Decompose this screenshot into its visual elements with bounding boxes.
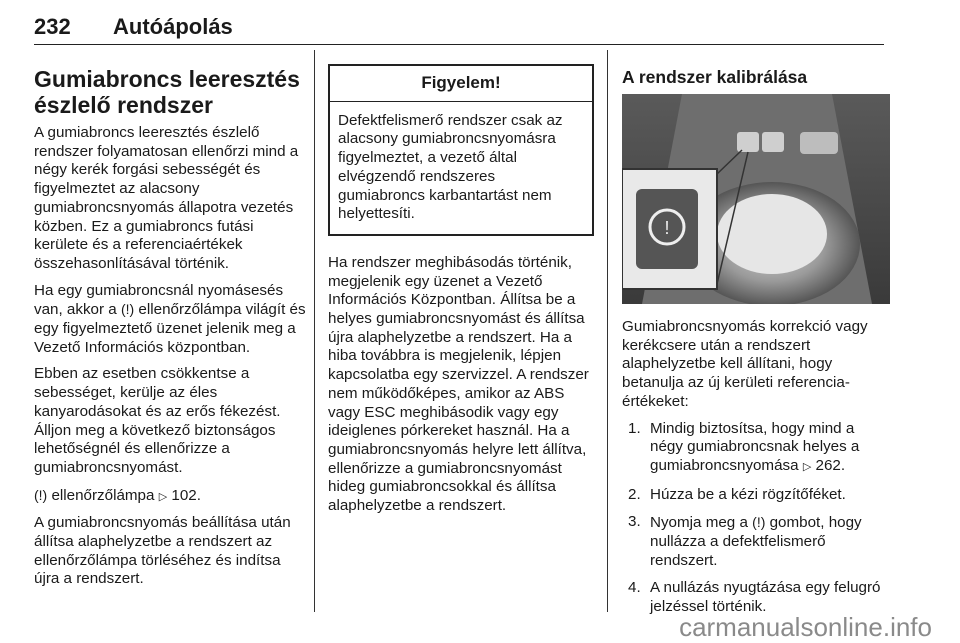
text-span: ellenőrzőlámpa világít és egy figyelmeztető üzenet jelenik meg a Vezető Információs központban. <box>34 301 306 356</box>
paragraph: Ebben az esetben csökkentse a sebességet, kerülje az éles kanyarodásokat és az erős fékezést. Álljon meg a következő biztonságos lehetőségnél és ellenőrizze a gumiabroncsnyomást. <box>34 365 281 476</box>
console-photo <box>622 94 890 304</box>
calibration-steps <box>622 420 890 617</box>
svg-text:!: ! <box>664 218 670 238</box>
list-number: 1. <box>628 419 641 437</box>
list-item <box>622 513 890 570</box>
page-number: 232 <box>34 14 71 39</box>
column-3 <box>622 54 890 626</box>
paragraph <box>34 486 306 507</box>
paragraph: A gumiabroncs leeresztés észlelő rendszer folyamatosan ellenőrzi mind a négy kerék forgási sebességét és figyelmeztet az alacsony gumiabroncsnyomás állapotra vezetés közben. Ez a gumiabroncs futási kerülete és a referenciaértékek összehasonlításával történik. <box>34 124 299 272</box>
list-text: A nullázás nyugtázása egy felugró jelzéssel történik. <box>650 579 881 616</box>
list-number: 3. <box>628 513 641 531</box>
page-reference[interactable]: 102. <box>171 486 201 504</box>
paragraph <box>34 282 306 358</box>
list-number: 4. <box>628 579 641 597</box>
text-span: ellenőrzőlámpa <box>51 486 155 504</box>
column-1 <box>34 54 306 597</box>
column-2 <box>328 54 594 524</box>
paragraph: Ha rendszer meghibásodás történik, megjelenik egy üzenet a Vezető Információs Központban. Állítsa be a helyes gumiabroncsnyomást és állítsa újra alaphelyzetbe a rendszert. Ha a hiba továbbra is megjelenik, lépjen kapcsolatba egy szervizzel. A rendszer nem működőképes, amikor az ABS vagy ESC meghibásodik vagy egy ideiglenes pórkereket használ. Ha a gumiabroncsnyomás helyre lett állítva, ellenőrizze a gumiabroncsnyomást hideg gumiabroncsokkal és állítsa alaphelyzetbe a rendszert. <box>328 253 589 515</box>
section-heading: Gumiabroncs leeresztés észlelő rendszer <box>34 66 300 118</box>
warning-box <box>328 64 594 236</box>
page-header <box>34 10 884 40</box>
tpms-warning-icon: (!) <box>752 514 766 531</box>
header-divider <box>34 44 884 45</box>
page-reference-arrow-icon: ▷ <box>802 460 812 473</box>
column-divider-2 <box>607 50 608 612</box>
watermark: carmanualsonline.info <box>679 612 932 642</box>
text-span: Ha egy gumiabroncsnál nyomásesés van, akkor a <box>34 281 284 319</box>
page-reference[interactable]: 262. <box>815 456 846 474</box>
column-divider-1 <box>314 50 315 612</box>
list-text: gombot, hogy nullázza a defektfelismerő rendszert. <box>650 514 862 569</box>
warning-title: Figyelem! <box>330 66 592 102</box>
paragraph: A gumiabroncsnyomás beállítása után állítsa alaphelyzetbe a rendszert az ellenőrzőlámpa törléséhez és indítsa újra a rendszert. <box>34 514 291 588</box>
list-number: 2. <box>628 485 641 503</box>
list-text: Mindig biztosítsa, hogy mind a négy gumiabroncsnak helyes a gumiabroncsnyomása <box>650 419 860 474</box>
tpms-warning-icon: (!) <box>34 486 48 503</box>
list-text: Húzza be a kézi rögzítőféket. <box>650 485 846 503</box>
section-heading: A rendszer kalibrálása <box>622 67 808 87</box>
tpms-warning-icon: (!) <box>120 301 135 318</box>
chapter-title: Autóápolás <box>113 14 233 39</box>
paragraph: Gumiabroncsnyomás korrekció vagy kerékcsere után a rendszert alaphelyzetbe kell állítani, hogy betanulja az új kerületi referencia-értékeket: <box>622 318 868 410</box>
page-reference-arrow-icon: ▷ <box>158 490 168 503</box>
list-item <box>622 486 890 505</box>
list-text: Nyomja meg a <box>650 514 748 532</box>
warning-body: Defektfelismerő rendszer csak az alacsony gumiabroncsnyomásra figyelmeztet, a vezető által elvégzendő rendszeres gumiabroncs karbantartást nem helyettesíti. <box>338 111 563 223</box>
list-item <box>622 420 890 477</box>
center-console-illustration <box>622 94 890 304</box>
